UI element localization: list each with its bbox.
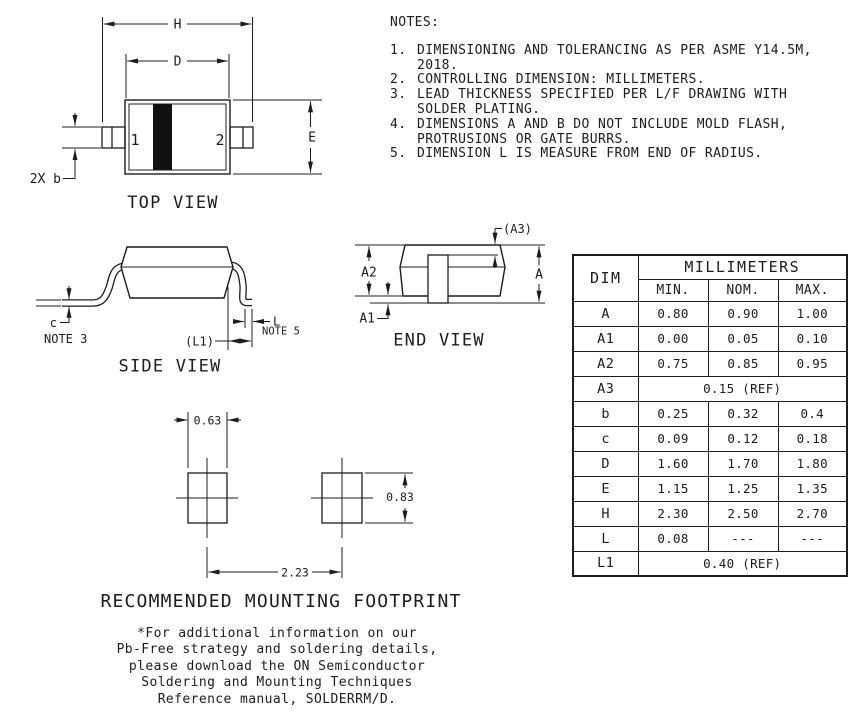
table-cell-min: 2.30 xyxy=(638,501,708,526)
table-cell-dim: A2 xyxy=(573,351,638,376)
pad-width-value: 0.63 xyxy=(193,413,222,428)
table-cell-max: 0.4 xyxy=(778,401,847,426)
table-cell-min: 0.00 xyxy=(638,326,708,351)
table-cell-max: 1.35 xyxy=(778,476,847,501)
top-view xyxy=(30,17,322,213)
notes-section xyxy=(390,16,846,162)
top-view-body-inner xyxy=(129,104,226,170)
table-row-A2 xyxy=(573,351,847,376)
table-cell-dim: A xyxy=(573,301,638,326)
table-cell-max: 0.95 xyxy=(778,351,847,376)
table-cell-min: 0.09 xyxy=(638,426,708,451)
note-item-5 xyxy=(390,147,846,162)
table-cell-dim: b xyxy=(573,401,638,426)
note-item-2 xyxy=(390,73,846,88)
table-cell-dim: A3 xyxy=(573,376,638,401)
dim-label-d: D xyxy=(173,54,182,70)
table-header-min: MIN. xyxy=(638,279,708,301)
footprint-centerlines xyxy=(176,458,373,578)
table-cell-max: 0.10 xyxy=(778,326,847,351)
side-view-body xyxy=(121,247,233,298)
table-cell-dim: D xyxy=(573,451,638,476)
table-cell-max: 1.80 xyxy=(778,451,847,476)
note5-label: NOTE 5 xyxy=(262,325,300,338)
dim-label-a1: A1 xyxy=(359,311,375,327)
footprint-dimensions xyxy=(174,412,413,572)
table-cell-max: 2.70 xyxy=(778,501,847,526)
dimension-table xyxy=(572,254,848,577)
end-view-title: END VIEW xyxy=(393,330,485,351)
dim-label-l1: (L1) xyxy=(185,334,214,349)
pad-pitch-value: 2.23 xyxy=(281,565,309,580)
footnote-line: Reference manual, SOLDERRM/D. xyxy=(157,691,397,707)
table-row-D xyxy=(573,451,847,476)
table-cell-min: 0.25 xyxy=(638,401,708,426)
dim-label-a3: (A3) xyxy=(503,222,532,236)
top-view-dimensions xyxy=(62,17,322,179)
table-row-A3 xyxy=(573,376,847,401)
table-row-L1 xyxy=(573,551,847,576)
dim-label-a2: A2 xyxy=(361,265,377,281)
table-cell-span: 0.40 (REF) xyxy=(638,551,847,576)
table-cell-nom: 0.90 xyxy=(708,301,778,326)
table-row-c xyxy=(573,426,847,451)
note-number: 2. xyxy=(390,72,407,88)
table-cell-nom: 0.32 xyxy=(708,401,778,426)
table-header-units: MILLIMETERS xyxy=(638,255,847,279)
mounting-footprint xyxy=(100,412,461,612)
pin2-label: 2 xyxy=(215,131,225,149)
dim-label-l: L xyxy=(273,314,281,329)
table-header-dim: DIM xyxy=(573,255,638,301)
dim-label-h: H xyxy=(173,17,182,33)
table-row-E xyxy=(573,476,847,501)
footnote-line: Soldering and Mounting Techniques xyxy=(141,675,413,691)
table-cell-max: 0.18 xyxy=(778,426,847,451)
note-number: 1. xyxy=(390,42,407,58)
footprint-title: RECOMMENDED MOUNTING FOOTPRINT xyxy=(100,591,462,612)
table-cell-nom: 0.85 xyxy=(708,351,778,376)
table-cell-dim: c xyxy=(573,426,638,451)
side-view-title: SIDE VIEW xyxy=(118,356,222,377)
pin1-label: 1 xyxy=(130,131,140,149)
end-view xyxy=(355,222,545,351)
note-item-3 xyxy=(390,88,846,118)
dim-label-c: c xyxy=(49,316,57,330)
side-view xyxy=(36,247,300,377)
table-row-L xyxy=(573,526,847,551)
footnote-line: *For additional information on our xyxy=(137,626,417,641)
dim-label-a: A xyxy=(535,267,543,283)
pad-height-value: 0.83 xyxy=(386,490,414,504)
table-cell-dim: L1 xyxy=(573,551,638,576)
note-item-4 xyxy=(390,118,846,148)
table-cell-min: 1.15 xyxy=(638,476,708,501)
note-item-1 xyxy=(390,44,846,74)
table-cell-span: 0.15 (REF) xyxy=(638,376,847,401)
footnote-line: Pb-Free strategy and soldering details, xyxy=(116,642,438,658)
pbfree-footnote xyxy=(98,626,456,708)
dim-label-e: E xyxy=(308,130,316,146)
table-cell-min: 1.60 xyxy=(638,451,708,476)
end-view-lead xyxy=(428,255,448,303)
footnote-line: please download the ON Semiconductor xyxy=(128,658,426,674)
note-number: 4. xyxy=(390,116,407,132)
table-cell-dim: H xyxy=(573,501,638,526)
table-cell-dim: A1 xyxy=(573,326,638,351)
table-cell-nom: 0.12 xyxy=(708,426,778,451)
table-row-H xyxy=(573,501,847,526)
end-view-body xyxy=(400,245,505,296)
table-cell-max: --- xyxy=(778,526,847,551)
note-text: DIMENSIONS A AND B DO NOT INCLUDE MOLD FLASH, PROTRUSIONS OR GATE BURRS. xyxy=(417,116,788,147)
table-row-A1 xyxy=(573,326,847,351)
table-cell-nom: 1.25 xyxy=(708,476,778,501)
left-lead xyxy=(102,127,125,148)
table-cell-nom: 2.50 xyxy=(708,501,778,526)
table-cell-min: 0.75 xyxy=(638,351,708,376)
table-cell-max: 1.00 xyxy=(778,301,847,326)
cathode-band xyxy=(153,104,172,170)
note-text: DIMENSION L IS MEASURE FROM END OF RADIUS. xyxy=(417,146,763,162)
table-row-A xyxy=(573,301,847,326)
dim-label-2xb: 2X b xyxy=(29,172,61,187)
table-cell-nom: --- xyxy=(708,526,778,551)
table-cell-min: 0.08 xyxy=(638,526,708,551)
top-view-title: TOP VIEW xyxy=(127,193,219,213)
table-cell-nom: 1.70 xyxy=(708,451,778,476)
table-cell-dim: L xyxy=(573,526,638,551)
note-text: CONTROLLING DIMENSION: MILLIMETERS. xyxy=(417,72,705,88)
table-cell-nom: 0.05 xyxy=(708,326,778,351)
note3-label: NOTE 3 xyxy=(44,332,88,346)
notes-heading: NOTES: xyxy=(390,15,440,30)
note-number: 3. xyxy=(390,87,407,103)
table-cell-min: 0.80 xyxy=(638,301,708,326)
table-cell-dim: E xyxy=(573,476,638,501)
table-row-b xyxy=(573,401,847,426)
right-lead xyxy=(230,127,253,148)
table-header-nom: NOM. xyxy=(708,279,778,301)
note-text: LEAD THICKNESS SPECIFIED PER L/F DRAWING WITH SOLDER PLATING. xyxy=(417,87,788,117)
left-gullwing-lead xyxy=(62,266,131,303)
note-number: 5. xyxy=(390,146,407,162)
note-text: DIMENSIONING AND TOLERANCING AS PER ASME Y14.5M, 2018. xyxy=(417,42,812,73)
table-header-max: MAX. xyxy=(778,279,847,301)
top-view-body xyxy=(125,100,230,174)
